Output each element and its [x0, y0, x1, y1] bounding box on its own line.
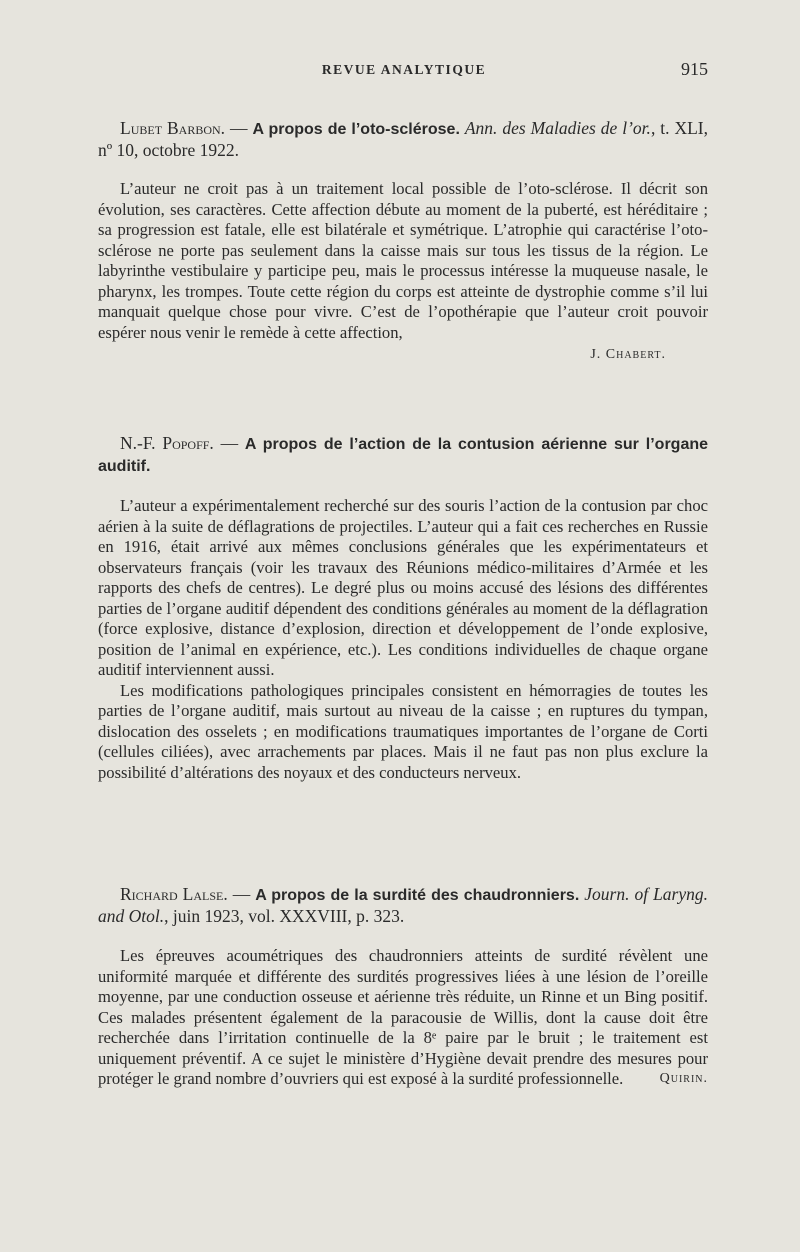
article-paragraph: L’auteur a expérimentalement recherché sur des souris l’action de la contusion par choc aérien à la suite de déflagrations de projectiles. L’auteur qui a fait ces recherches en Russie en 1916, était arrivé aux mêmes conclusions générales que les expérimentateurs et observateurs français (voir les travaux des Réunions médico-militaires d’Armée et les rapports des chefs de centres). Le degré plus ou moins accusé des lésions des différentes parties de l’organe auditif dépendent des conditions générales au moment de la déflagration (force explosive, distance d’explosion, direction et développement de l’onde explosive, position de l’animal en expérience, etc.). Les conditions individuelles de chaque organe auditif interviennent aussi.: [98, 496, 708, 679]
article-lalse: [98, 884, 708, 1090]
article-citation: , juin 1923, vol. XXXVIII, p. 323.: [164, 906, 405, 926]
article-signature: J. Chabert.: [590, 347, 666, 362]
article-popoff: [98, 433, 708, 783]
article-title: A propos de l’action de la contusion aérienne sur l’organe auditif.: [98, 436, 709, 475]
page-number: 915: [681, 59, 708, 79]
article-title: A propos de la surdité des chaudronniers.: [255, 887, 580, 904]
heading-dash: —: [225, 118, 253, 138]
article-heading: [98, 118, 708, 161]
article-heading: [98, 433, 708, 477]
running-title: REVUE ANALYTIQUE: [321, 62, 487, 77]
article-paragraph: L’auteur ne croit pas à un traitement local possible de l’oto-sclérose. Il décrit son évolution, ses caractères. Cette affection débute au moment de la puberté, est héréditaire ; sa progression est fatale, elle est bilatérale et symétrique. L’atrophie qui caractérise l’oto-sclérose ne porte pas seulement dans la caisse mais sur tous les tissus de la région. Le labyrinthe vestibulaire y participe peu, mais le processus intéresse la muqueuse nasale, le pharynx, les trompes. Toute cette région du corps est atteinte de dystrophie comme s’il lui manquait quelque chose pour vivre. C’est de l’opothérapie que l’auteur croit pouvoir espérer nous venir le remède à cette affection,: [98, 179, 708, 342]
article-paragraph: [98, 946, 708, 1090]
article-author: N.-F. Popoff.: [120, 433, 214, 453]
running-head: [100, 59, 708, 82]
heading-dash: —: [213, 433, 245, 453]
article-heading: [98, 884, 708, 927]
article-citation: , t. XLI, nº 10, octobre 1922.: [98, 118, 709, 160]
article-title: A propos de l’oto-sclérose.: [252, 121, 460, 138]
article-barbon: [98, 118, 708, 363]
article-signature: Quirin.: [659, 1071, 708, 1086]
paragraph-text: Les épreuves acoumétriques des chaudronniers atteints de surdité révèlent une uniformité marquée et différente des surdités progressives liées à une lésion de l’oreille moyenne, par une conduction osseuse et aérienne très réduite, un Rinne et un Bing positif. Ces malades présentent également de la paracousie de Willis, dont la cause doit être recherchée dans l’irritation continuelle de la 8ᵉ paire par le bruit ; le traitement est uniquement préventif. A ce sujet le ministère d’Hygiène devait prendre des mesures pour protéger le grand nombre d’ouvriers qui est exposé à la surdité professionnelle.: [98, 946, 708, 1088]
heading-dash: —: [227, 884, 256, 904]
article-paragraph: Les modifications pathologiques principales consistent en hémorragies de toutes les parties de l’organe auditif, mais surtout au niveau de la caisse ; en ruptures du tympan, dislocation des osselets ; en modifications traumatiques importantes de l’organe de Corti (cellules ciliées), avec arrachements par places. Mais il ne faut pas non plus exclure la possibilité d’altérations des noyaux et des conducteurs nerveux.: [98, 680, 708, 782]
article-journal: Ann. des Maladies de l’or.: [464, 118, 651, 138]
article-author: Lubet Barbon.: [120, 118, 226, 138]
article-journal: Journ. of Laryng. and Otol.: [98, 884, 709, 926]
article-author: Richard Lalse.: [120, 884, 228, 904]
